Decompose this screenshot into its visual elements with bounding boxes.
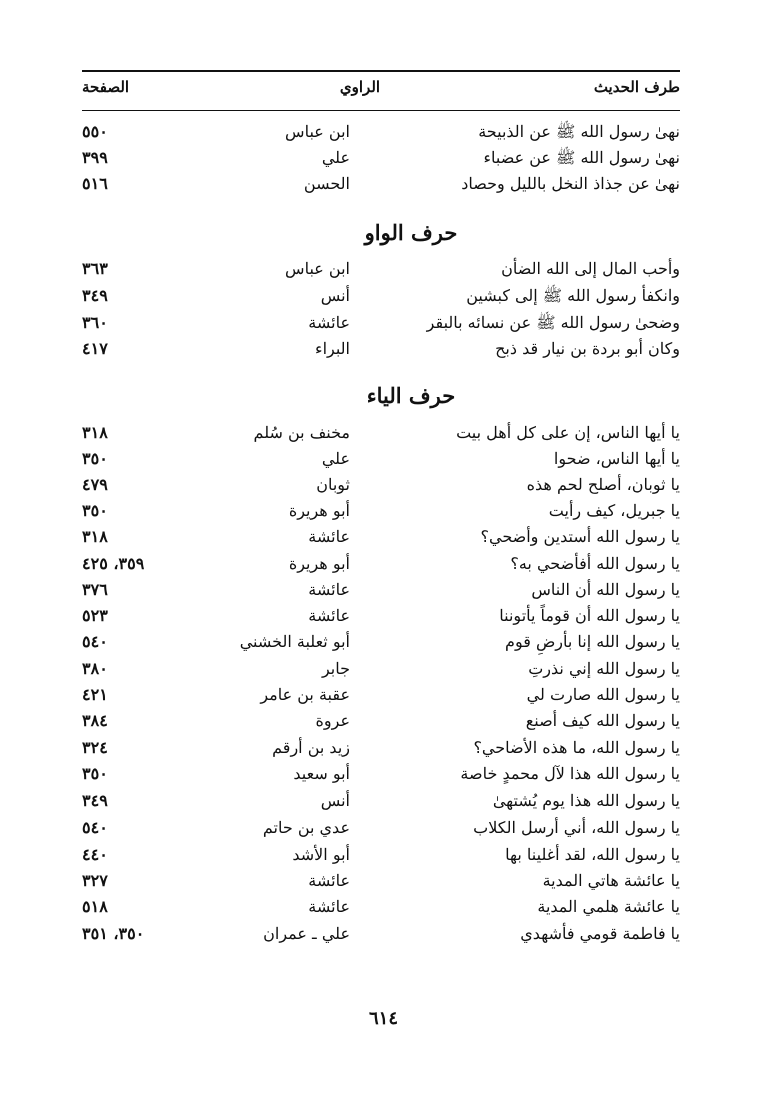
page-ref: ٣٤٩ xyxy=(82,286,108,305)
page-ref: ٥٢٣ xyxy=(82,606,108,625)
table-row xyxy=(82,894,680,920)
page-ref: ٣٧٦ xyxy=(82,580,108,599)
hadith-text: يا رسول الله إنا بأرضِ قوم xyxy=(505,632,680,651)
narrator: أنس xyxy=(320,286,350,305)
table-row xyxy=(82,551,680,577)
narrator: ابن عباس xyxy=(285,259,350,278)
table-row xyxy=(82,815,680,841)
hadith-text: يا رسول الله كيف أصنع xyxy=(525,711,680,730)
table-row xyxy=(82,761,680,787)
table-row xyxy=(82,603,680,629)
table-row xyxy=(82,446,680,472)
table-row xyxy=(82,336,680,362)
table-row xyxy=(82,577,680,603)
section-heading xyxy=(82,381,680,411)
table-row xyxy=(82,921,680,947)
hadith-text: نهىٰ رسول الله ﷺ عن الذبيحة xyxy=(478,122,680,141)
page-ref: ٣٥٠ xyxy=(82,501,108,520)
page-ref: ٣١٨ xyxy=(82,423,108,442)
hadith-text: يا جبريل، كيف رأيت xyxy=(548,501,680,520)
narrator: أبو هريرة xyxy=(288,501,350,520)
page-ref: ٤١٧ xyxy=(82,339,108,358)
hadith-text: يا رسول الله هذا يوم يُشتهىٰ xyxy=(492,791,680,810)
narrator: أبو سعيد xyxy=(293,764,350,783)
table-row xyxy=(82,682,680,708)
page-ref: ٣١٨ xyxy=(82,527,108,546)
narrator: عائشة xyxy=(308,580,350,599)
narrator: علي xyxy=(321,449,350,468)
hadith-text: يا رسول الله أن الناس xyxy=(531,580,680,599)
table-row xyxy=(82,629,680,655)
table-row xyxy=(82,842,680,868)
page-number: ٦١٤ xyxy=(368,1008,398,1029)
narrator: أنس xyxy=(320,791,350,810)
page-ref: ٥٥٠ xyxy=(82,122,108,141)
page-ref: ٣٥٠ xyxy=(82,449,108,468)
table-row xyxy=(82,472,680,498)
header-hadith: طرف الحديث xyxy=(593,78,680,96)
page-ref: ٥١٦ xyxy=(82,174,108,193)
hadith-text: نهىٰ رسول الله ﷺ عن عضباء xyxy=(483,148,680,167)
narrator: ابن عباس xyxy=(285,122,350,141)
table-row xyxy=(82,283,680,309)
narrator: عائشة xyxy=(308,313,350,332)
hadith-text: وكان أبو بردة بن نيار قد ذبح xyxy=(495,339,680,358)
hadith-text: يا رسول الله صارت لي xyxy=(526,685,680,704)
hadith-text: يا عائشة هاتي المدية xyxy=(542,871,680,890)
narrator: علي ـ عمران xyxy=(263,924,350,943)
hadith-text: يا رسول الله أن قوماً يأتوننا xyxy=(499,606,680,625)
narrator: البراء xyxy=(315,339,350,358)
table-row xyxy=(82,256,680,282)
page-ref: ٣٢٧ xyxy=(82,871,108,890)
page-ref: ٣٥٩، ٤٢٥ xyxy=(82,554,145,573)
hadith-text: يا أيها الناس، إن على كل أهل بيت xyxy=(456,423,680,442)
hadith-text: يا رسول الله، ما هذه الأضاحي؟ xyxy=(473,738,680,757)
hadith-text: يا ثوبان، أصلح لحم هذه xyxy=(526,475,680,494)
table-row xyxy=(82,524,680,550)
narrator: زيد بن أرقم xyxy=(272,738,350,757)
hadith-text: يا أيها الناس، ضحوا xyxy=(553,449,680,468)
narrator: أبو ثعلبة الخشني xyxy=(239,632,350,651)
page-ref: ٣٩٩ xyxy=(82,148,108,167)
page-ref: ٥١٨ xyxy=(82,897,108,916)
table-row xyxy=(82,145,680,171)
hadith-text: وانكفأ رسول الله ﷺ إلى كبشين xyxy=(466,286,680,305)
page-ref: ٥٤٠ xyxy=(82,818,108,837)
hadith-text: يا رسول الله هذا لآل محمدٍ خاصة xyxy=(460,764,680,783)
table-row xyxy=(82,171,680,197)
hadith-text: يا رسول الله، لقد أغلينا بها xyxy=(505,845,680,864)
hadith-text: يا رسول الله إني نذرتِ xyxy=(528,659,680,678)
hadith-text: نهىٰ عن جذاذ النخل بالليل وحصاد xyxy=(461,174,680,193)
table-row xyxy=(82,420,680,446)
table-row xyxy=(82,788,680,814)
section-heading-text: حرف الواو xyxy=(364,220,458,245)
hadith-text: وضحىٰ رسول الله ﷺ عن نسائه بالبقر xyxy=(426,313,680,332)
table-row xyxy=(82,656,680,682)
table-row xyxy=(82,708,680,734)
hadith-text: يا رسول الله أستدين وأضحي؟ xyxy=(480,527,680,546)
narrator: عائشة xyxy=(308,527,350,546)
page-ref: ٣٦٣ xyxy=(82,259,108,278)
page-ref: ٤٤٠ xyxy=(82,845,108,864)
page-ref: ٣٥٠ xyxy=(82,764,108,783)
header-rawi: الراوي xyxy=(339,78,381,96)
narrator: مخنف بن سُلم xyxy=(253,423,350,442)
narrator: عائشة xyxy=(308,871,350,890)
page-ref: ٣٢٤ xyxy=(82,738,108,757)
page-ref: ٣٨٤ xyxy=(82,711,108,730)
page-ref: ٣٥٠، ٣٥١ xyxy=(82,924,145,943)
page-ref: ٤٧٩ xyxy=(82,475,108,494)
narrator: عائشة xyxy=(308,897,350,916)
table-header xyxy=(82,70,680,111)
hadith-text: يا رسول الله أفأضحي به؟ xyxy=(510,554,680,573)
narrator: الحسن xyxy=(303,174,350,193)
page-ref: ٣٨٠ xyxy=(82,659,108,678)
narrator: علي xyxy=(321,148,350,167)
table-row xyxy=(82,310,680,336)
hadith-text: وأحب المال إلى الله الضأن xyxy=(501,259,680,278)
page-ref: ٣٦٠ xyxy=(82,313,108,332)
page-ref: ٣٤٩ xyxy=(82,791,108,810)
narrator: ثوبان xyxy=(316,475,350,494)
narrator: عدي بن حاتم xyxy=(262,818,350,837)
hadith-text: يا عائشة هلمي المدية xyxy=(537,897,680,916)
narrator: أبو هريرة xyxy=(288,554,350,573)
narrator: جابر xyxy=(321,659,350,678)
page-ref: ٤٢١ xyxy=(82,685,108,704)
table-row xyxy=(82,868,680,894)
page-ref: ٥٤٠ xyxy=(82,632,108,651)
table-row xyxy=(82,119,680,145)
narrator: عقبة بن عامر xyxy=(260,685,350,704)
section-heading-text: حرف الياء xyxy=(366,383,456,408)
section-heading xyxy=(82,218,680,248)
hadith-text: يا رسول الله، أني أرسل الكلاب xyxy=(473,818,680,837)
narrator: عائشة xyxy=(308,606,350,625)
narrator: عروة xyxy=(315,711,350,730)
hadith-text: يا فاطمة قومي فأشهدي xyxy=(520,924,680,943)
table-row xyxy=(82,735,680,761)
header-page: الصفحة xyxy=(82,78,130,96)
narrator: أبو الأشد xyxy=(292,845,350,864)
table-row xyxy=(82,498,680,524)
